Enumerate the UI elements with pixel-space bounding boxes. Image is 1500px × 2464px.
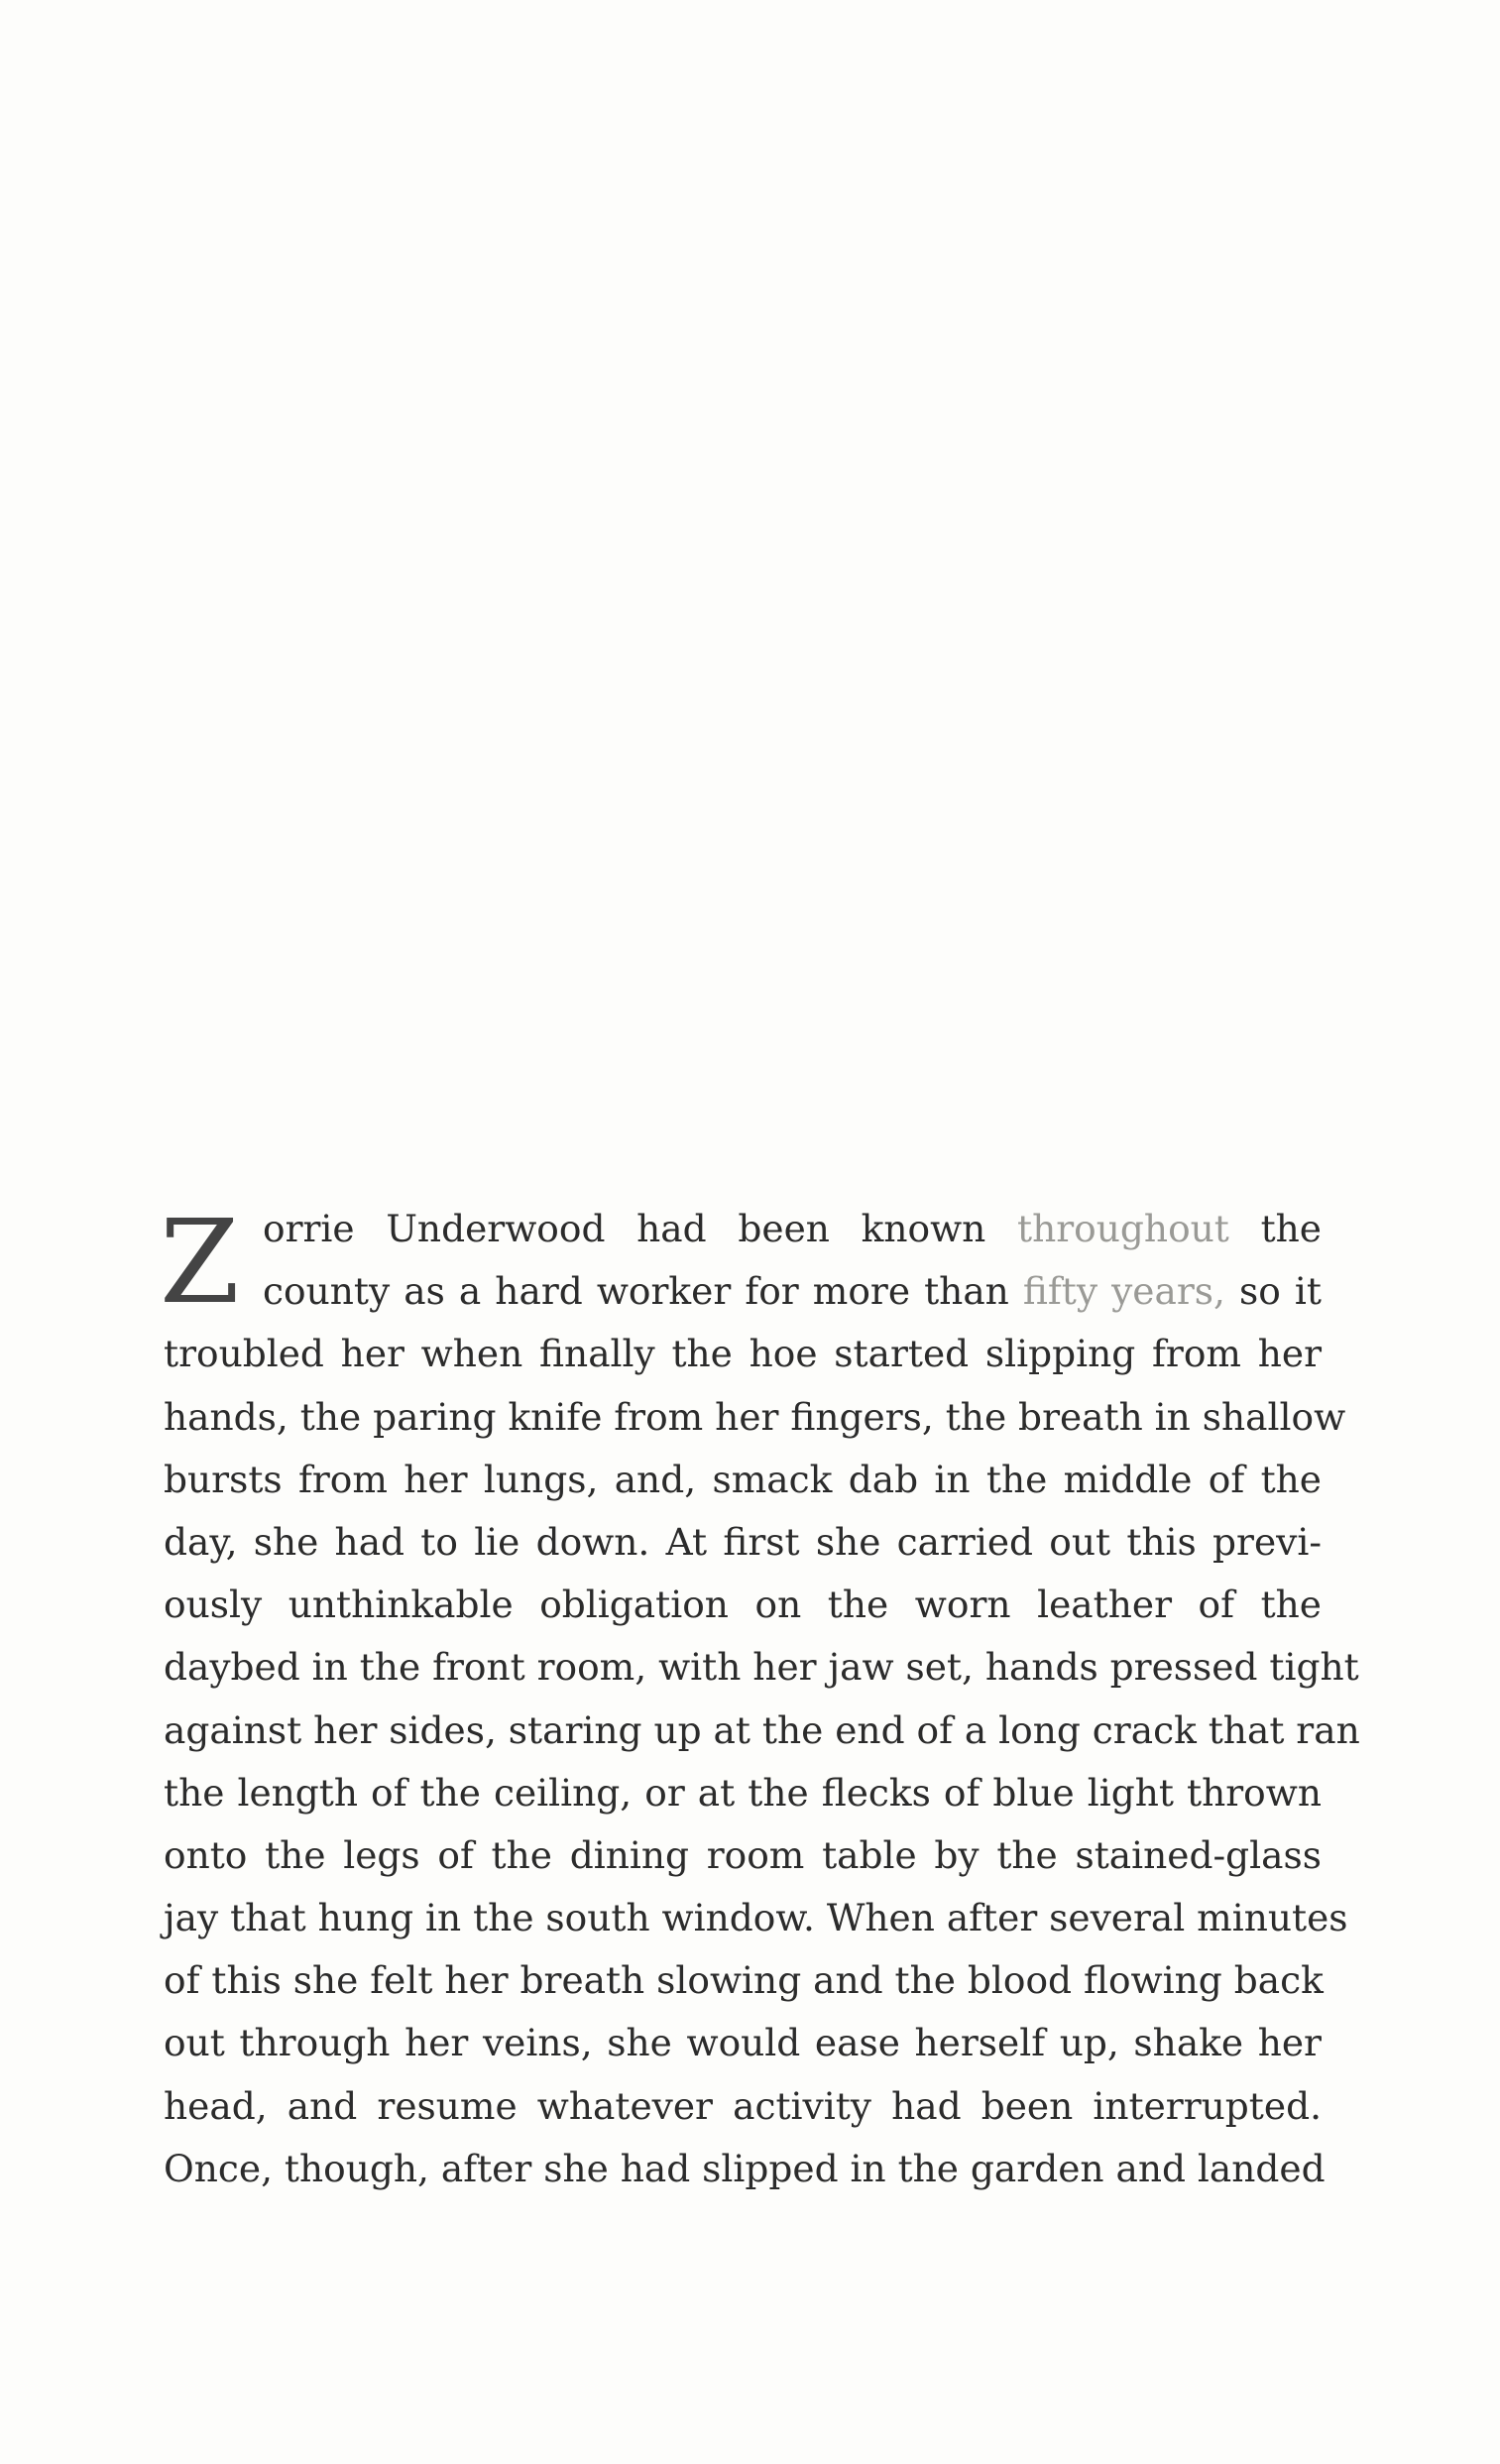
text-line-11: onto the legs of the dining room table by the stained-glass <box>164 1832 1322 1877</box>
drop-cap-letter: Z <box>160 1196 240 1330</box>
text-line-2: county as a hard worker for more than fifty years, so it <box>263 1269 1322 1314</box>
text-line-10: the length of the ceiling, or at the flecks of blue light thrown <box>164 1770 1322 1815</box>
text-line-13: of this she felt her breath slowing and the blood flowing back <box>164 1958 1324 2003</box>
text-line-8: daybed in the front room, with her jaw set, hands pressed tight <box>164 1645 1359 1690</box>
text-line-14: out through her veins, she would ease herself up, shake her <box>164 2021 1322 2065</box>
text-line-4: hands, the paring knife from her fingers, the breath in shallow <box>164 1394 1346 1439</box>
text-line-5: bursts from her lungs, and, smack dab in the middle of the <box>164 1457 1322 1501</box>
text-line-9: against her sides, staring up at the end of a long crack that ran <box>164 1707 1360 1752</box>
text-line-1: orrie Underwood had been known throughout the <box>263 1207 1322 1250</box>
body-paragraph <box>160 1196 1360 2200</box>
text-line-16: Once, though, after she had slipped in the garden and landed <box>164 2146 1326 2190</box>
text-line-3: troubled her when finally the hoe started slipping from her <box>164 1332 1322 1376</box>
text-line-7: ously unthinkable obligation on the worn leather of the <box>164 1583 1322 1627</box>
text-line-12: jay that hung in the south window. When after several minutes <box>164 1896 1348 1940</box>
text-line-6: day, she had to lie down. At first she carried out this previ- <box>164 1519 1322 1564</box>
text-line-15: head, and resume whatever activity had been interrupted. <box>164 2083 1322 2128</box>
